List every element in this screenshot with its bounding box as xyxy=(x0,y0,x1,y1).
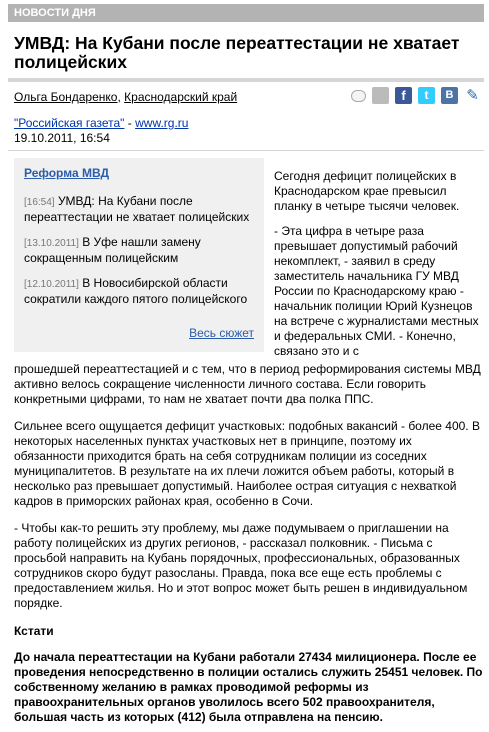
meta-divider xyxy=(8,150,484,151)
twitter-icon[interactable]: t xyxy=(418,87,435,104)
region-link[interactable]: Краснодарский край xyxy=(124,90,238,104)
related-item-time: [12.10.2011] xyxy=(24,279,79,290)
related-item-time: [16:54] xyxy=(24,197,55,208)
source-dash: - xyxy=(124,116,136,130)
article-paragraph: прошедшей переаттестацией и с тем, что в период реформирования системы МВД активно велось сокращение численности личного состава. Если говорить конкретными цифрами, то нам не хватает почти два полка ППС. xyxy=(14,362,481,406)
source-line xyxy=(14,116,188,130)
related-item[interactable] xyxy=(24,194,254,225)
related-item-time: [13.10.2011] xyxy=(24,238,79,249)
related-topic-title[interactable]: Реформа МВД xyxy=(24,166,110,180)
facebook-icon[interactable]: f xyxy=(395,87,412,104)
headline-divider xyxy=(8,78,484,82)
source-url-link[interactable]: www.rg.ru xyxy=(135,116,189,130)
article-headline: УМВД: На Кубани после переаттестации не хватает полицейских xyxy=(14,33,460,72)
article-paragraph: - Чтобы как-то решить эту проблему, мы даже подумываем о приглашении на работу полицейских из других регионов, - рассказал полковник. - Письма с просьбой направить на Кубань порядочных, профессиональных, образованных сотрудников скоро будут разосланы. Правда, пока все еще есть проблемы с предоставлением жилья. Но и этот вопрос может быть решен в индивидуальном порядке. xyxy=(14,521,468,610)
share-toolbar xyxy=(351,87,481,104)
related-item[interactable] xyxy=(24,276,254,307)
related-news-box xyxy=(14,158,264,352)
article-paragraph: Сегодня дефицит полицейских в Краснодарском крае превысил планку в четыре тысячи человек. xyxy=(274,169,460,213)
related-item-text: В Уфе нашли замену сокращенным полицейским xyxy=(24,235,201,265)
article-lead-column xyxy=(274,169,484,369)
byline-separator: , xyxy=(117,90,121,104)
edit-icon[interactable]: ✎ xyxy=(466,87,479,104)
vkontakte-icon[interactable]: B xyxy=(441,87,458,104)
related-item-text: УМВД: На Кубани после переаттестации не хватает полицейских xyxy=(24,194,250,224)
author-link[interactable]: Ольга Бондаренко xyxy=(14,90,118,104)
byline xyxy=(14,90,237,104)
aside-paragraph: До начала переаттестации на Кубани работали 27434 милиционера. После ее проведения непосредственно в полиции остались служить 25451 человек. По собственному желанию в рамках проводимой реформы из правоохранительных органов уволилось всего 502 правоохранителя, большая часть из которых (412) была отправлена на пенсию. xyxy=(14,650,483,724)
related-item-text: В Новосибирской области сократили каждого пятого полицейского xyxy=(24,276,248,306)
article-paragraph: Сильнее всего ощущается дефицит участковых: подобных вакансий - более 400. В некоторых населенных пунктах участковых нет в принципе, поэтому их обязанности приходится брать на себя сотрудникам полиции из соседних муниципалитетов. В результате на их плечи ложится объем работы, который в несколько раз превышает допустимый. Наиболее острая ситуация с нехваткой кадров в приморских районах края, особенно в Сочи. xyxy=(14,419,480,508)
all-topic-link[interactable]: Весь сюжет xyxy=(189,326,254,340)
related-item[interactable] xyxy=(24,235,254,266)
aside-heading: Кстати xyxy=(14,624,54,638)
comment-icon[interactable] xyxy=(351,90,366,102)
publish-date: 19.10.2011, 16:54 xyxy=(14,131,110,145)
section-header: НОВОСТИ ДНЯ xyxy=(8,4,484,22)
article-paragraph: - Эта цифра в четыре раза превышает допустимый рабочий некомплект, - заявил в среду заместитель начальника ГУ МВД России по Краснодарскому краю - начальник полиции Юрий Кузнецов на встрече с журналистами местных и федеральных СМИ. - Конечно, связано это и с xyxy=(274,224,479,358)
source-name-link[interactable]: "Российская газета" xyxy=(14,116,125,130)
print-icon[interactable] xyxy=(372,87,389,104)
